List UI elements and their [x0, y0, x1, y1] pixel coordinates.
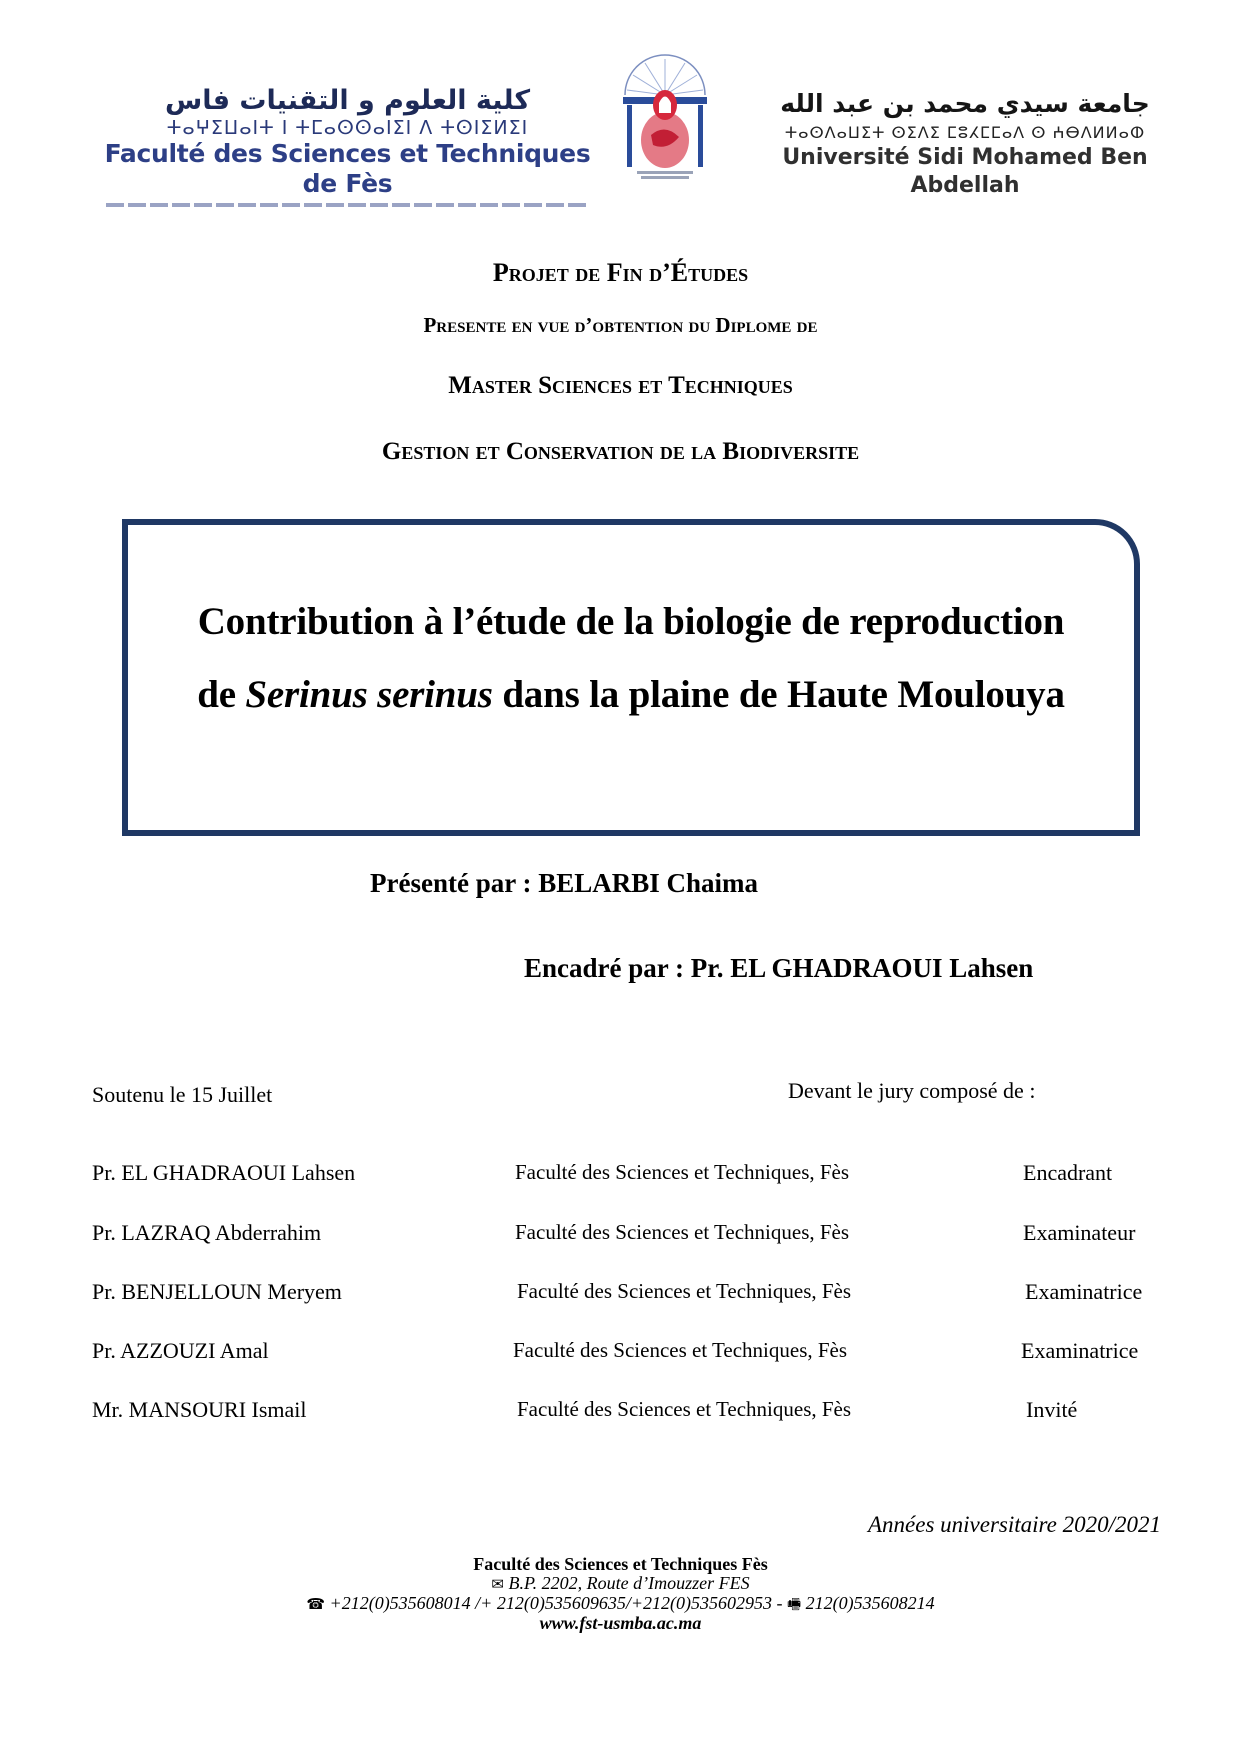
footer-fax: 212(0)535608214	[805, 1593, 935, 1613]
defense-date: Soutenu le 15 Juillet	[92, 1082, 273, 1107]
jury-member-name: Pr. BENJELLOUN Meryem	[92, 1279, 342, 1304]
jury-member-role: Examinatrice	[1025, 1279, 1143, 1304]
footer-phones: +212(0)535608014 /+ 212(0)535609635/+212(0)535602953 -	[329, 1593, 787, 1613]
university-name-arabic: جامعة سيدي محمد بن عبد الله	[780, 89, 1150, 118]
mailbox-icon: ✉	[491, 1575, 504, 1593]
jury-member-name: Pr. LAZRAQ Abderrahim	[92, 1220, 322, 1245]
jury-member-institution: Faculté des Sciences et Techniques, Fès	[517, 1279, 852, 1303]
jury-member-institution: Faculté des Sciences et Techniques, Fès	[515, 1160, 850, 1184]
faculty-logo-rule	[106, 203, 589, 207]
jury-member-role: Encadrant	[1023, 1160, 1113, 1185]
faculty-name-french: Faculté des Sciences et Techniques de Fès	[104, 139, 591, 198]
footer-website-link[interactable]: www.fst-usmba.ac.ma	[539, 1613, 702, 1633]
jury-member-name: Mr. MANSOURI Ismail	[92, 1397, 307, 1422]
jury-member-name: Pr. EL GHADRAOUI Lahsen	[92, 1160, 356, 1185]
faculty-name-arabic: كلية العلوم و التقنيات فاس	[164, 85, 531, 116]
university-name-tifinagh: ⵜⴰⵙⴷⴰⵡⵉⵜ ⵙⵉⴷⵉ ⵎⵓⵃⵎⵎⴰⴷ ⵙ ⵄⴱⴷⵍⵍⴰⵀ	[784, 123, 1146, 142]
jury-row	[0, 1279, 1241, 1309]
jury-member-role: Examinatrice	[1021, 1338, 1139, 1363]
jury-row	[0, 1338, 1241, 1368]
title-prefix: de	[197, 673, 246, 716]
university-emblem-icon	[615, 45, 715, 185]
footer-institution: Faculté des Sciences et Techniques Fès	[473, 1554, 768, 1574]
jury-member-institution: Faculté des Sciences et Techniques, Fès	[513, 1338, 848, 1362]
university-logo	[745, 88, 1185, 200]
footer-address	[0, 1574, 1241, 1594]
faculty-name-tifinagh: ⵜⴰⵖⵉⵡⴰⵏⵜ ⵏ ⵜⵎⴰⵙⵙⴰⵏⵉⵏ ⴷ ⵜⵙⵏⵉⵍⵉⵏ	[166, 117, 529, 139]
thesis-title-line-1: Contribution à l’étude de la biologie de reproduction	[197, 600, 1065, 643]
footer-address-text: B.P. 2202, Route d’Imouzzer FES	[508, 1573, 750, 1593]
footer	[0, 1555, 1241, 1633]
fax-icon: 🖷	[786, 1595, 802, 1613]
university-name-french: Université Sidi Mohamed Ben Abdellah	[782, 145, 1148, 198]
jury-member-institution: Faculté des Sciences et Techniques, Fès	[515, 1220, 850, 1244]
footer-contacts	[0, 1594, 1241, 1614]
jury-member-name: Pr. AZZOUZI Amal	[92, 1338, 269, 1363]
jury-intro: Devant le jury composé de :	[788, 1078, 1036, 1103]
jury-member-role: Examinateur	[1023, 1220, 1136, 1245]
jury-row	[0, 1220, 1241, 1250]
degree-heading: Master Sciences et Techniques	[448, 372, 793, 399]
specialty-heading: Gestion et Conservation de la Biodiversite	[381, 438, 860, 465]
faculty-logo	[100, 85, 595, 207]
jury-member-role: Invité	[1026, 1397, 1078, 1422]
jury-row	[0, 1397, 1241, 1427]
supervised-by: Encadré par : Pr. EL GHADRAOUI Lahsen	[524, 953, 1034, 983]
title-suffix: dans la plaine de Haute Moulouya	[492, 673, 1065, 716]
project-heading: Projet de Fin d’Études	[492, 258, 749, 287]
thesis-title-line-2	[128, 658, 1134, 731]
academic-year: Années universitaire 2020/2021	[868, 1512, 1161, 1537]
jury-member-institution: Faculté des Sciences et Techniques, Fès	[517, 1397, 852, 1421]
presented-by: Présenté par : BELARBI Chaima	[370, 868, 758, 898]
phone-icon: ☎	[306, 1595, 326, 1613]
thesis-title	[128, 585, 1134, 731]
species-name: Serinus serinus	[245, 673, 493, 716]
diploma-heading: Presente en vue d’obtention du Diplome de	[423, 313, 818, 337]
jury-row	[0, 1160, 1241, 1190]
thesis-title-box	[122, 519, 1140, 836]
